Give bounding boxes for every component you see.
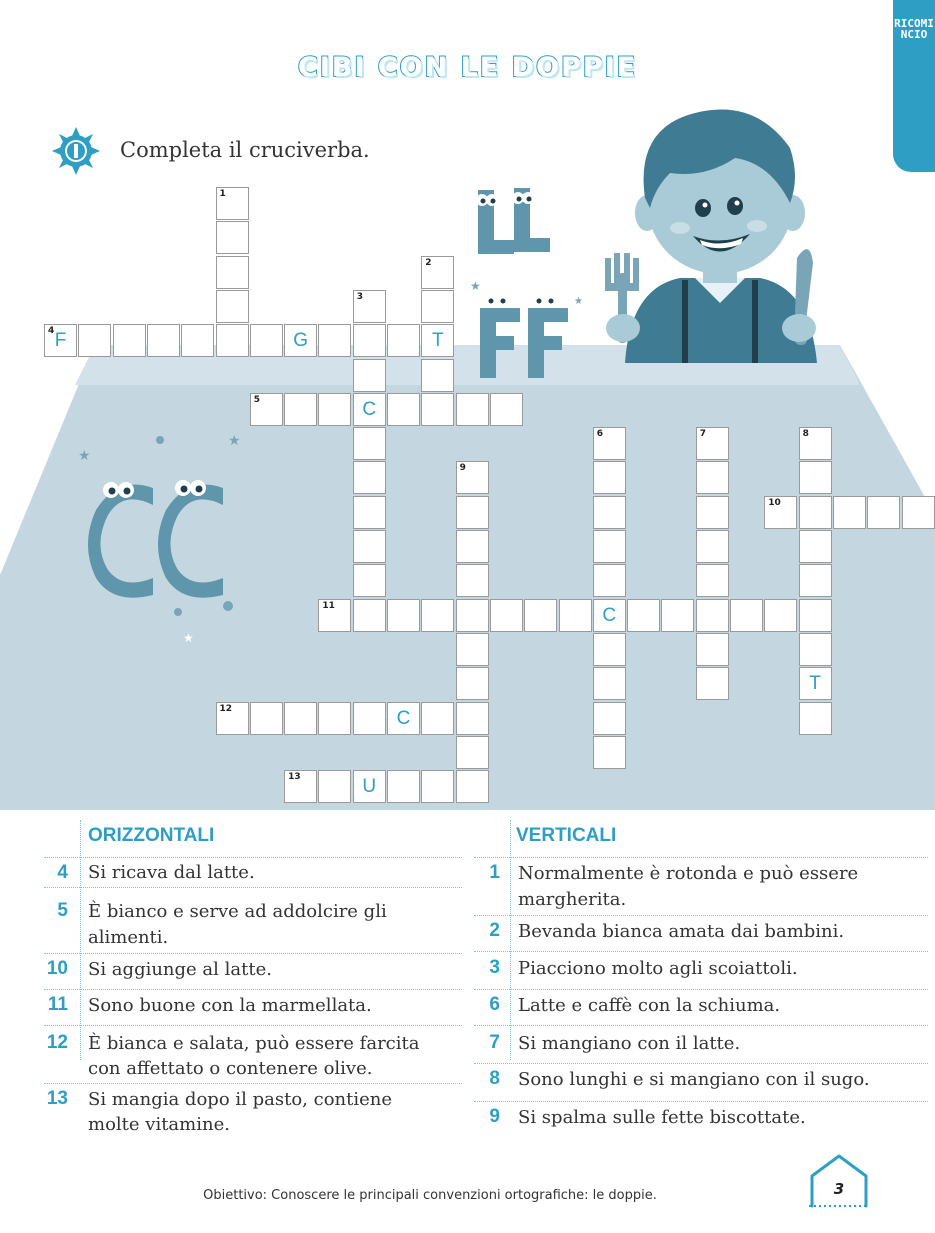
crossword-cell[interactable] xyxy=(902,496,935,529)
crossword-cell[interactable] xyxy=(387,702,420,735)
crossword-cell[interactable] xyxy=(421,770,454,803)
clue-number: 9 xyxy=(459,463,466,474)
crossword-cell[interactable] xyxy=(799,599,832,632)
page-number: 3 xyxy=(833,1180,845,1198)
crossword-cell[interactable] xyxy=(593,461,626,494)
clue-number: 11 xyxy=(322,600,335,611)
crossword-cell[interactable] xyxy=(799,530,832,563)
objective-text: Obiettivo: Conoscere le principali convenzioni ortografiche: le doppie. xyxy=(203,1188,657,1203)
crossword-cell[interactable] xyxy=(593,633,626,666)
crossword-cell[interactable] xyxy=(353,393,386,426)
svg-text:★: ★ xyxy=(574,296,583,307)
crossword-cell[interactable] xyxy=(353,324,386,357)
crossword-cell[interactable] xyxy=(799,702,832,735)
crossword-cell[interactable] xyxy=(44,324,77,357)
given-letter: F xyxy=(54,330,67,352)
crossword-cell[interactable] xyxy=(867,496,900,529)
crossword-cell[interactable] xyxy=(284,770,317,803)
clue-number: 2 xyxy=(425,257,432,268)
clue-number: 4 xyxy=(48,326,55,337)
crossword-cell[interactable] xyxy=(764,496,797,529)
crossword-cell[interactable] xyxy=(593,530,626,563)
crossword-cell[interactable] xyxy=(593,736,626,769)
crossword-cell[interactable] xyxy=(799,564,832,597)
crossword-cell[interactable] xyxy=(456,736,489,769)
crossword-cell[interactable] xyxy=(387,324,420,357)
letters-ll-illustration xyxy=(462,178,562,260)
crossword-cell[interactable] xyxy=(490,599,523,632)
clue-number: 3 xyxy=(356,291,363,302)
crossword-cell[interactable] xyxy=(318,324,351,357)
crossword-cell[interactable] xyxy=(353,359,386,392)
crossword-cell[interactable] xyxy=(456,496,489,529)
crossword-cell[interactable] xyxy=(318,702,351,735)
crossword-cell[interactable] xyxy=(421,393,454,426)
clue-number: 7 xyxy=(699,429,706,440)
crossword-cell[interactable] xyxy=(799,496,832,529)
svg-text:★: ★ xyxy=(183,631,194,645)
crossword-cell[interactable] xyxy=(421,256,454,289)
letters-ff-illustration xyxy=(462,278,587,383)
crossword-cell[interactable] xyxy=(593,599,626,632)
svg-text:★: ★ xyxy=(470,279,481,293)
crossword-cell[interactable] xyxy=(250,324,283,357)
crossword-cell[interactable] xyxy=(387,599,420,632)
crossword-cell[interactable] xyxy=(147,324,180,357)
crossword-cell[interactable] xyxy=(284,393,317,426)
crossword-cell[interactable] xyxy=(696,461,729,494)
crossword-cell[interactable] xyxy=(353,496,386,529)
crossword-cell[interactable] xyxy=(593,667,626,700)
clue-number: 12 xyxy=(219,703,233,714)
crossword-cell[interactable] xyxy=(318,770,351,803)
given-letter: U xyxy=(362,776,377,798)
given-letter: G xyxy=(293,330,308,352)
crossword-cell[interactable] xyxy=(456,702,489,735)
clue-number: 6 xyxy=(596,429,604,440)
page-title: CIBI CON LE DOPPIE xyxy=(297,52,638,83)
crossword-cell[interactable] xyxy=(593,702,626,735)
crossword-cell[interactable] xyxy=(353,702,386,735)
crossword-cell[interactable] xyxy=(593,427,626,460)
crossword-cell[interactable] xyxy=(284,324,317,357)
crossword-cell[interactable] xyxy=(353,461,386,494)
crossword-cell[interactable] xyxy=(421,359,454,392)
crossword-cell[interactable] xyxy=(696,599,729,632)
crossword-cell[interactable] xyxy=(833,496,866,529)
crossword-cell[interactable] xyxy=(387,770,420,803)
across-heading: ORIZZONTALI xyxy=(88,825,215,846)
svg-text:★: ★ xyxy=(228,433,241,449)
crossword-cell[interactable] xyxy=(387,393,420,426)
given-letter: C xyxy=(602,604,617,626)
crossword-cell[interactable] xyxy=(456,667,489,700)
crossword-cell[interactable] xyxy=(78,324,111,357)
side-tab xyxy=(893,0,935,172)
crossword-cell[interactable] xyxy=(627,599,660,632)
crossword-cell[interactable] xyxy=(799,633,832,666)
crossword-cell[interactable] xyxy=(661,599,694,632)
crossword-cell[interactable] xyxy=(490,393,523,426)
crossword-cell[interactable] xyxy=(353,599,386,632)
crossword-cell[interactable] xyxy=(456,599,489,632)
crossword-cell[interactable] xyxy=(421,324,454,357)
crossword-cell[interactable] xyxy=(216,187,249,220)
crossword-cell[interactable] xyxy=(730,599,763,632)
boy-illustration xyxy=(585,88,855,363)
crossword-cell[interactable] xyxy=(421,702,454,735)
crossword-cell[interactable] xyxy=(216,256,249,289)
given-letter: T xyxy=(809,673,821,695)
crossword-cell[interactable] xyxy=(456,461,489,494)
crossword-cell[interactable] xyxy=(593,564,626,597)
crossword-cell[interactable] xyxy=(181,324,214,357)
crossword-cell[interactable] xyxy=(696,496,729,529)
crossword-cell[interactable] xyxy=(559,599,592,632)
crossword-cell[interactable] xyxy=(284,702,317,735)
crossword-cell[interactable] xyxy=(764,599,797,632)
crossword-cell[interactable] xyxy=(456,633,489,666)
clue-number: 8 xyxy=(802,429,809,440)
clue-number: 5 xyxy=(253,394,261,405)
crossword-cell[interactable] xyxy=(113,324,146,357)
letters-cc-illustration xyxy=(68,430,248,645)
crossword-cell[interactable] xyxy=(250,702,283,735)
crossword-cell[interactable] xyxy=(696,667,729,700)
crossword-cell[interactable] xyxy=(799,461,832,494)
crossword-cell[interactable] xyxy=(353,290,386,323)
crossword-cell[interactable] xyxy=(799,427,832,460)
crossword-cell[interactable] xyxy=(456,564,489,597)
crossword-cell[interactable] xyxy=(696,633,729,666)
crossword-cell[interactable] xyxy=(250,393,283,426)
clue-number: 10 xyxy=(768,497,781,508)
crossword-cell[interactable] xyxy=(421,599,454,632)
given-letter: T xyxy=(431,330,444,352)
crossword-cell[interactable] xyxy=(696,427,729,460)
side-tab-label: RICOMINCIO xyxy=(894,17,934,41)
clue-number: 13 xyxy=(288,772,301,783)
clue-number: 1 xyxy=(219,189,226,199)
crossword-cell[interactable] xyxy=(318,393,351,426)
instruction-text: Completa il cruciverba. xyxy=(120,138,370,162)
crossword-cell[interactable] xyxy=(353,530,386,563)
crossword-cell[interactable] xyxy=(353,427,386,460)
crossword-cell[interactable] xyxy=(421,290,454,323)
crossword-cell[interactable] xyxy=(456,770,489,803)
crossword-cell[interactable] xyxy=(353,564,386,597)
crossword-cell[interactable] xyxy=(216,290,249,323)
crossword-cell[interactable] xyxy=(696,564,729,597)
crossword-cell[interactable] xyxy=(216,221,249,254)
given-letter: C xyxy=(362,398,377,420)
crossword-cell[interactable] xyxy=(593,496,626,529)
svg-text:★: ★ xyxy=(78,448,91,464)
crossword-cell[interactable] xyxy=(318,599,351,632)
given-letter: C xyxy=(396,707,411,729)
crossword-cell[interactable] xyxy=(216,702,249,735)
crossword-cell[interactable] xyxy=(216,324,249,357)
crossword-cell[interactable] xyxy=(799,667,832,700)
crossword-cell[interactable] xyxy=(456,530,489,563)
across-heading-rule xyxy=(44,830,462,858)
crossword-cell[interactable] xyxy=(696,530,729,563)
down-heading-rule xyxy=(474,830,928,858)
crossword-cell[interactable] xyxy=(524,599,557,632)
sun-info-icon xyxy=(52,127,100,175)
down-heading: VERTICALI xyxy=(516,825,617,846)
crossword-cell[interactable] xyxy=(353,770,386,803)
crossword-cell[interactable] xyxy=(456,393,489,426)
